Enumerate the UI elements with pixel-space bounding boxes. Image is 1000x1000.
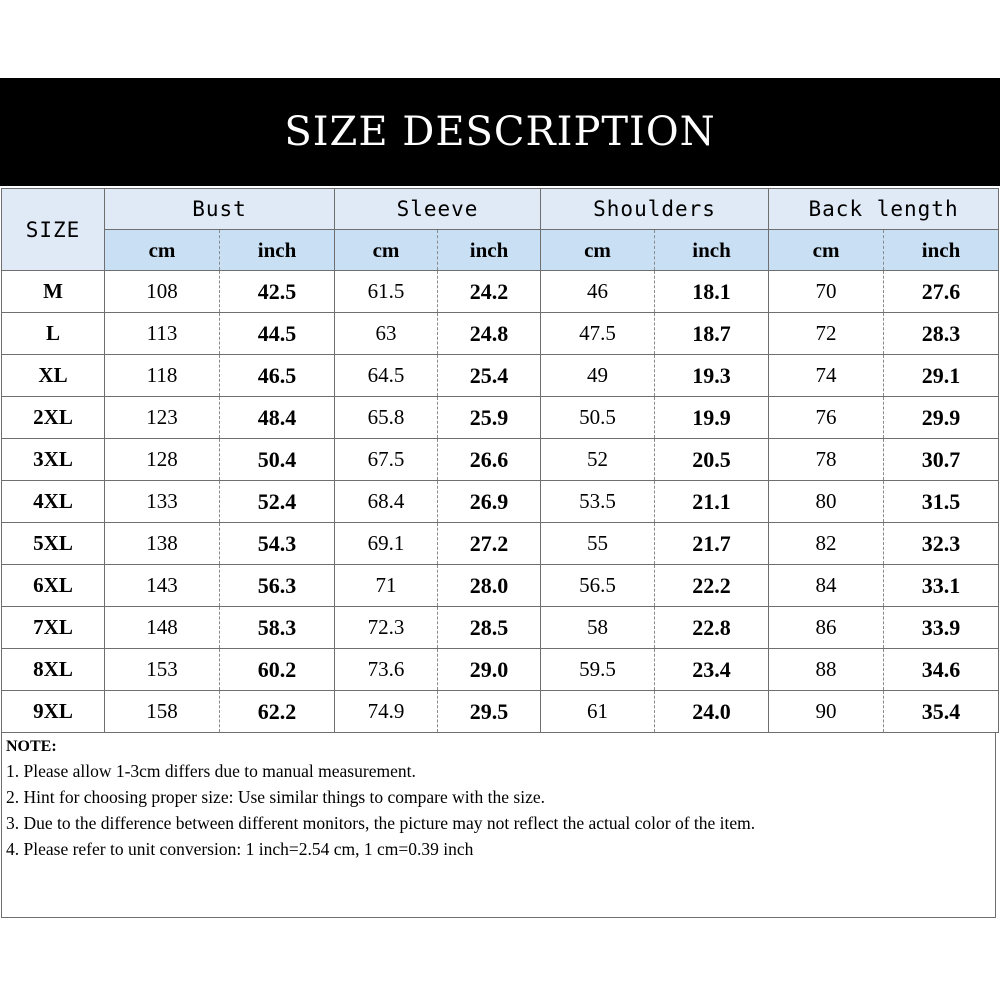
table-row (2, 439, 999, 481)
unit-header-cm: cm (105, 230, 220, 271)
unit-header-cm: cm (769, 230, 884, 271)
bust-inch-cell: 52.4 (220, 481, 335, 523)
sleeve-inch-cell: 25.4 (438, 355, 541, 397)
sleeve-inch-cell: 24.8 (438, 313, 541, 355)
note-line: 3. Due to the difference between different monitors, the picture may not reflect the actual color of the item. (6, 813, 756, 833)
size-cell: 4XL (2, 481, 105, 523)
back-length-cm-cell: 76 (769, 397, 884, 439)
back-length-inch-cell: 33.1 (884, 565, 999, 607)
bust-cm-cell: 148 (105, 607, 220, 649)
unit-header-cm: cm (541, 230, 655, 271)
table-row (2, 313, 999, 355)
back-length-cm-cell: 86 (769, 607, 884, 649)
table-unit-header-row (2, 230, 999, 271)
table-row (2, 355, 999, 397)
sleeve-cm-cell: 68.4 (335, 481, 438, 523)
size-cell: L (2, 313, 105, 355)
back-length-cm-cell: 78 (769, 439, 884, 481)
sleeve-inch-cell: 28.5 (438, 607, 541, 649)
shoulders-header: Shoulders (541, 189, 769, 230)
size-cell: 7XL (2, 607, 105, 649)
size-cell: 5XL (2, 523, 105, 565)
size-cell: M (2, 271, 105, 313)
sleeve-inch-cell: 29.0 (438, 649, 541, 691)
size-table (1, 188, 999, 733)
table-row (2, 607, 999, 649)
shoulders-cm-cell: 59.5 (541, 649, 655, 691)
back-length-cm-cell: 74 (769, 355, 884, 397)
unit-header-inch: inch (438, 230, 541, 271)
back-length-cm-cell: 80 (769, 481, 884, 523)
back-length-inch-cell: 33.9 (884, 607, 999, 649)
back-length-inch-cell: 35.4 (884, 691, 999, 733)
title-banner (0, 78, 1000, 186)
back-length-inch-cell: 28.3 (884, 313, 999, 355)
sleeve-inch-cell: 29.5 (438, 691, 541, 733)
sleeve-cm-cell: 67.5 (335, 439, 438, 481)
shoulders-inch-cell: 22.2 (655, 565, 769, 607)
bust-inch-cell: 62.2 (220, 691, 335, 733)
shoulders-cm-cell: 61 (541, 691, 655, 733)
shoulders-inch-cell: 18.7 (655, 313, 769, 355)
note-line: 1. Please allow 1-3cm differs due to manual measurement. (6, 761, 416, 781)
shoulders-cm-cell: 49 (541, 355, 655, 397)
bust-cm-cell: 123 (105, 397, 220, 439)
size-column-header: SIZE (2, 189, 105, 271)
bust-inch-cell: 50.4 (220, 439, 335, 481)
bust-inch-cell: 44.5 (220, 313, 335, 355)
bust-cm-cell: 108 (105, 271, 220, 313)
sleeve-inch-cell: 27.2 (438, 523, 541, 565)
shoulders-cm-cell: 55 (541, 523, 655, 565)
size-cell: 2XL (2, 397, 105, 439)
table-row (2, 691, 999, 733)
page-title: SIZE DESCRIPTION (284, 109, 716, 155)
back-length-inch-cell: 34.6 (884, 649, 999, 691)
back-length-inch-cell: 27.6 (884, 271, 999, 313)
sleeve-cm-cell: 71 (335, 565, 438, 607)
sleeve-cm-cell: 65.8 (335, 397, 438, 439)
table-row (2, 565, 999, 607)
bust-cm-cell: 128 (105, 439, 220, 481)
size-cell: 9XL (2, 691, 105, 733)
back-length-cm-cell: 72 (769, 313, 884, 355)
table-body (2, 271, 999, 733)
back-length-cm-cell: 90 (769, 691, 884, 733)
unit-header-inch: inch (884, 230, 999, 271)
unit-header-inch: inch (655, 230, 769, 271)
sleeve-cm-cell: 73.6 (335, 649, 438, 691)
shoulders-inch-cell: 20.5 (655, 439, 769, 481)
bust-inch-cell: 42.5 (220, 271, 335, 313)
shoulders-inch-cell: 19.3 (655, 355, 769, 397)
shoulders-cm-cell: 50.5 (541, 397, 655, 439)
note-line: 2. Hint for choosing proper size: Use similar things to compare with the size. (6, 787, 545, 807)
bust-cm-cell: 153 (105, 649, 220, 691)
unit-header-inch: inch (220, 230, 335, 271)
shoulders-inch-cell: 23.4 (655, 649, 769, 691)
size-cell: 8XL (2, 649, 105, 691)
table-row (2, 523, 999, 565)
sleeve-cm-cell: 74.9 (335, 691, 438, 733)
unit-header-cm: cm (335, 230, 438, 271)
back-length-inch-cell: 29.1 (884, 355, 999, 397)
table-group-header-row (2, 189, 999, 230)
size-cell: 3XL (2, 439, 105, 481)
shoulders-cm-cell: 53.5 (541, 481, 655, 523)
bust-cm-cell: 113 (105, 313, 220, 355)
bust-inch-cell: 48.4 (220, 397, 335, 439)
back-length-cm-cell: 70 (769, 271, 884, 313)
shoulders-cm-cell: 52 (541, 439, 655, 481)
table-row (2, 649, 999, 691)
shoulders-cm-cell: 56.5 (541, 565, 655, 607)
size-cell: XL (2, 355, 105, 397)
back-length-inch-cell: 29.9 (884, 397, 999, 439)
back-length-inch-cell: 31.5 (884, 481, 999, 523)
notes-title: NOTE: (6, 738, 57, 755)
back-length-inch-cell: 30.7 (884, 439, 999, 481)
shoulders-cm-cell: 47.5 (541, 313, 655, 355)
table-row (2, 481, 999, 523)
shoulders-cm-cell: 46 (541, 271, 655, 313)
sleeve-cm-cell: 61.5 (335, 271, 438, 313)
sleeve-inch-cell: 24.2 (438, 271, 541, 313)
sleeve-header: Sleeve (335, 189, 541, 230)
back-length-cm-cell: 84 (769, 565, 884, 607)
bust-cm-cell: 158 (105, 691, 220, 733)
shoulders-inch-cell: 24.0 (655, 691, 769, 733)
note-line: 4. Please refer to unit conversion: 1 inch=2.54 cm, 1 cm=0.39 inch (6, 839, 474, 859)
bust-cm-cell: 138 (105, 523, 220, 565)
table-row (2, 397, 999, 439)
sleeve-inch-cell: 26.9 (438, 481, 541, 523)
shoulders-inch-cell: 21.1 (655, 481, 769, 523)
bust-inch-cell: 54.3 (220, 523, 335, 565)
size-cell: 6XL (2, 565, 105, 607)
bust-inch-cell: 60.2 (220, 649, 335, 691)
notes-section (1, 733, 996, 918)
sleeve-cm-cell: 72.3 (335, 607, 438, 649)
bust-cm-cell: 118 (105, 355, 220, 397)
bust-header: Bust (105, 189, 335, 230)
shoulders-inch-cell: 21.7 (655, 523, 769, 565)
shoulders-inch-cell: 18.1 (655, 271, 769, 313)
sleeve-inch-cell: 25.9 (438, 397, 541, 439)
sleeve-cm-cell: 64.5 (335, 355, 438, 397)
bust-cm-cell: 133 (105, 481, 220, 523)
sleeve-cm-cell: 69.1 (335, 523, 438, 565)
back-length-inch-cell: 32.3 (884, 523, 999, 565)
bust-inch-cell: 56.3 (220, 565, 335, 607)
bust-cm-cell: 143 (105, 565, 220, 607)
back-length-header: Back length (769, 189, 999, 230)
back-length-cm-cell: 88 (769, 649, 884, 691)
shoulders-inch-cell: 22.8 (655, 607, 769, 649)
sleeve-inch-cell: 26.6 (438, 439, 541, 481)
bust-inch-cell: 46.5 (220, 355, 335, 397)
back-length-cm-cell: 82 (769, 523, 884, 565)
sleeve-inch-cell: 28.0 (438, 565, 541, 607)
sleeve-cm-cell: 63 (335, 313, 438, 355)
shoulders-inch-cell: 19.9 (655, 397, 769, 439)
bust-inch-cell: 58.3 (220, 607, 335, 649)
shoulders-cm-cell: 58 (541, 607, 655, 649)
table-row (2, 271, 999, 313)
